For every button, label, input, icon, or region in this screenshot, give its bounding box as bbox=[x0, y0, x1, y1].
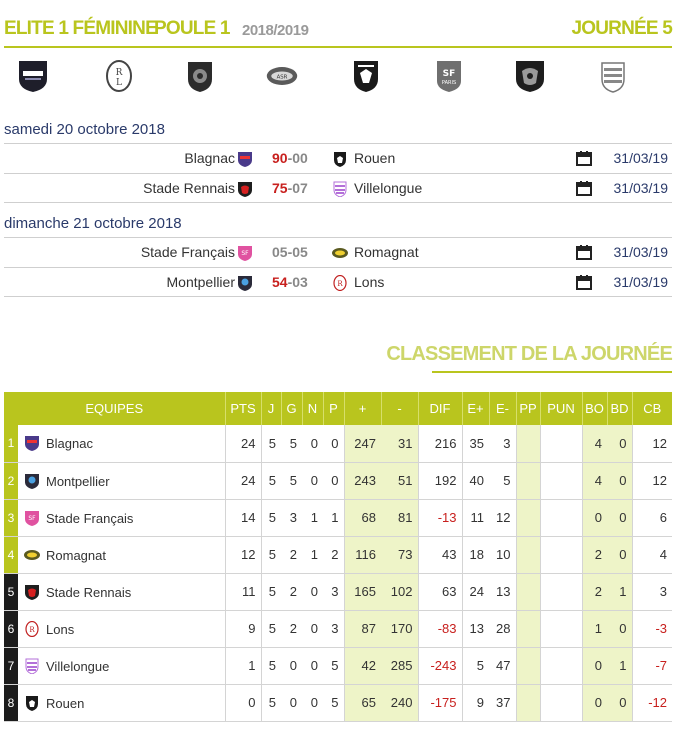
lons-icon bbox=[24, 621, 40, 637]
stade-francais-icon bbox=[24, 510, 40, 526]
rank-cell: 7 bbox=[4, 647, 18, 684]
cell-cb: 6 bbox=[632, 499, 672, 536]
cell-g: 5 bbox=[281, 425, 302, 462]
cell-g: 3 bbox=[281, 499, 302, 536]
cell-e-minus: 13 bbox=[489, 573, 516, 610]
cell-dif: 216 bbox=[418, 425, 462, 462]
home-team[interactable]: Stade Rennais bbox=[143, 180, 235, 196]
cell-n: 0 bbox=[302, 647, 323, 684]
col-bo[interactable]: BO bbox=[582, 392, 607, 425]
cell-pun bbox=[540, 647, 582, 684]
cell-g: 0 bbox=[281, 647, 302, 684]
col-j[interactable]: J bbox=[261, 392, 281, 425]
cell-plus: 165 bbox=[344, 573, 381, 610]
svg-text:R: R bbox=[115, 68, 123, 78]
calendar-icon bbox=[576, 151, 592, 166]
romagnat-logo[interactable] bbox=[265, 58, 299, 94]
cell-g: 2 bbox=[281, 573, 302, 610]
col-minus[interactable]: - bbox=[381, 392, 418, 425]
cell-bd: 0 bbox=[607, 462, 632, 499]
lons-icon bbox=[332, 275, 348, 291]
col-pun[interactable]: PUN bbox=[540, 392, 582, 425]
cell-minus: 240 bbox=[381, 684, 418, 721]
cell-bo: 0 bbox=[582, 499, 607, 536]
cell-pp bbox=[516, 647, 540, 684]
cell-g: 0 bbox=[281, 684, 302, 721]
rouen-icon bbox=[332, 151, 348, 167]
cell-pp bbox=[516, 499, 540, 536]
team-cell[interactable] bbox=[18, 573, 225, 610]
cell-cb: 4 bbox=[632, 536, 672, 573]
cell-pts: 14 bbox=[225, 499, 261, 536]
cell-pun bbox=[540, 610, 582, 647]
col-pts[interactable]: PTS bbox=[225, 392, 261, 425]
cell-minus: 102 bbox=[381, 573, 418, 610]
cell-n: 0 bbox=[302, 610, 323, 647]
calendar-icon bbox=[576, 275, 592, 290]
table-row[interactable] bbox=[4, 573, 672, 610]
cell-plus: 65 bbox=[344, 684, 381, 721]
col-n[interactable]: N bbox=[302, 392, 323, 425]
rank-cell: 3 bbox=[4, 499, 18, 536]
cell-pts: 1 bbox=[225, 647, 261, 684]
cell-e-minus: 5 bbox=[489, 462, 516, 499]
cell-n: 0 bbox=[302, 462, 323, 499]
team-name: Villelongue bbox=[46, 658, 110, 674]
pool-title: POULE 1 bbox=[154, 18, 230, 39]
svg-text:ASR: ASR bbox=[276, 74, 288, 81]
cell-p: 0 bbox=[323, 425, 344, 462]
cell-p: 2 bbox=[323, 536, 344, 573]
cell-p: 3 bbox=[323, 573, 344, 610]
romagnat-icon bbox=[24, 547, 40, 563]
rouen-logo[interactable] bbox=[349, 58, 383, 94]
cell-bo: 1 bbox=[582, 610, 607, 647]
cell-pun bbox=[540, 536, 582, 573]
cell-plus: 247 bbox=[344, 425, 381, 462]
team-name: Lons bbox=[46, 621, 75, 637]
cell-minus: 31 bbox=[381, 425, 418, 462]
team-cell[interactable] bbox=[18, 425, 225, 462]
svg-text:SF: SF bbox=[241, 250, 249, 257]
ranking-title: CLASSEMENT DE LA JOURNÉE bbox=[386, 343, 672, 365]
cell-pp bbox=[516, 610, 540, 647]
rank-cell: 5 bbox=[4, 573, 18, 610]
cell-pts: 11 bbox=[225, 573, 261, 610]
ranking-header-row bbox=[4, 392, 672, 425]
cell-cb: 12 bbox=[632, 425, 672, 462]
col-e-plus[interactable]: E+ bbox=[462, 392, 489, 425]
ranking-title-underline bbox=[432, 371, 672, 373]
team-name: Stade Français bbox=[46, 510, 134, 526]
cell-pts: 9 bbox=[225, 610, 261, 647]
away-team[interactable]: Rouen bbox=[354, 150, 396, 166]
away-team[interactable]: Villelongue bbox=[354, 180, 423, 196]
cell-cb: 3 bbox=[632, 573, 672, 610]
team-cell[interactable] bbox=[18, 684, 225, 721]
cell-cb: -12 bbox=[632, 684, 672, 721]
villelongue-icon bbox=[24, 658, 40, 674]
cell-minus: 285 bbox=[381, 647, 418, 684]
rank-cell: 6 bbox=[4, 610, 18, 647]
cell-g: 5 bbox=[281, 462, 302, 499]
cell-dif: -13 bbox=[418, 499, 462, 536]
match-row bbox=[4, 173, 672, 203]
cell-cb: 12 bbox=[632, 462, 672, 499]
col-g[interactable]: G bbox=[281, 392, 302, 425]
romagnat-icon bbox=[332, 245, 348, 261]
day-label-2: dimanche 21 octobre 2018 bbox=[4, 215, 182, 232]
cell-g: 2 bbox=[281, 610, 302, 647]
villelongue-icon bbox=[332, 181, 348, 197]
cell-bo: 0 bbox=[582, 684, 607, 721]
cell-pun bbox=[540, 425, 582, 462]
cell-pp bbox=[516, 684, 540, 721]
cell-bo: 4 bbox=[582, 425, 607, 462]
cell-n: 1 bbox=[302, 499, 323, 536]
svg-text:PARIS: PARIS bbox=[441, 80, 457, 86]
match-date: 31/03/19 bbox=[613, 244, 668, 260]
cell-e-minus: 47 bbox=[489, 647, 516, 684]
team-name: Stade Rennais bbox=[46, 584, 132, 600]
cell-p: 5 bbox=[323, 684, 344, 721]
cell-dif: -243 bbox=[418, 647, 462, 684]
cell-dif: -83 bbox=[418, 610, 462, 647]
cell-pts: 12 bbox=[225, 536, 261, 573]
cell-minus: 81 bbox=[381, 499, 418, 536]
cell-bo: 0 bbox=[582, 647, 607, 684]
day-label-1: samedi 20 octobre 2018 bbox=[4, 121, 165, 138]
cell-plus: 116 bbox=[344, 536, 381, 573]
table-row[interactable] bbox=[4, 536, 672, 573]
match-date: 31/03/19 bbox=[613, 274, 668, 290]
cell-n: 0 bbox=[302, 573, 323, 610]
cell-bd: 0 bbox=[607, 610, 632, 647]
rank-cell: 8 bbox=[4, 684, 18, 721]
match-score[interactable]: 05-05 bbox=[272, 244, 308, 260]
table-row[interactable] bbox=[4, 647, 672, 684]
cell-bd: 0 bbox=[607, 684, 632, 721]
blagnac-icon bbox=[24, 435, 40, 451]
cell-j: 5 bbox=[261, 499, 281, 536]
cell-pun bbox=[540, 684, 582, 721]
cell-j: 5 bbox=[261, 462, 281, 499]
cell-e-plus: 11 bbox=[462, 499, 489, 536]
table-row[interactable] bbox=[4, 610, 672, 647]
team-cell[interactable] bbox=[18, 536, 225, 573]
stade-rennais-icon bbox=[237, 181, 253, 197]
team-cell[interactable] bbox=[18, 499, 225, 536]
cell-g: 2 bbox=[281, 536, 302, 573]
col-pp[interactable]: PP bbox=[516, 392, 540, 425]
cell-j: 5 bbox=[261, 425, 281, 462]
cell-e-plus: 13 bbox=[462, 610, 489, 647]
team-name: Romagnat bbox=[46, 547, 106, 563]
svg-text:R: R bbox=[337, 280, 343, 288]
blagnac-icon bbox=[237, 151, 253, 167]
cell-e-plus: 18 bbox=[462, 536, 489, 573]
cell-bd: 1 bbox=[607, 647, 632, 684]
cell-e-plus: 40 bbox=[462, 462, 489, 499]
stade-francais-logo[interactable] bbox=[432, 58, 466, 94]
cell-j: 5 bbox=[261, 647, 281, 684]
team-name: Rouen bbox=[46, 695, 85, 711]
match-score[interactable]: 90-00 bbox=[272, 150, 308, 166]
cell-bo: 4 bbox=[582, 462, 607, 499]
cell-e-minus: 12 bbox=[489, 499, 516, 536]
cell-pun bbox=[540, 573, 582, 610]
cell-pun bbox=[540, 499, 582, 536]
rank-cell: 4 bbox=[4, 536, 18, 573]
montpellier-icon bbox=[24, 473, 40, 489]
cell-plus: 243 bbox=[344, 462, 381, 499]
cell-e-minus: 37 bbox=[489, 684, 516, 721]
cell-plus: 42 bbox=[344, 647, 381, 684]
table-row[interactable] bbox=[4, 462, 672, 499]
blagnac-logo[interactable] bbox=[16, 58, 50, 94]
cell-p: 0 bbox=[323, 462, 344, 499]
col-equipes[interactable]: EQUIPES bbox=[4, 392, 225, 425]
cell-dif: 192 bbox=[418, 462, 462, 499]
page-header bbox=[4, 14, 672, 48]
cell-p: 1 bbox=[323, 499, 344, 536]
stade-francais-icon bbox=[237, 245, 253, 261]
cell-plus: 87 bbox=[344, 610, 381, 647]
cell-j: 5 bbox=[261, 610, 281, 647]
villelongue-logo[interactable] bbox=[596, 58, 630, 94]
col-p[interactable]: P bbox=[323, 392, 344, 425]
cell-bd: 0 bbox=[607, 499, 632, 536]
match-row bbox=[4, 143, 672, 173]
cell-dif: 43 bbox=[418, 536, 462, 573]
cell-e-minus: 28 bbox=[489, 610, 516, 647]
calendar-icon bbox=[576, 245, 592, 260]
cell-pun bbox=[540, 462, 582, 499]
cell-n: 1 bbox=[302, 536, 323, 573]
match-score[interactable]: 75-07 bbox=[272, 180, 308, 196]
cell-pp bbox=[516, 536, 540, 573]
col-e-minus[interactable]: E- bbox=[489, 392, 516, 425]
cell-n: 0 bbox=[302, 684, 323, 721]
table-row[interactable] bbox=[4, 684, 672, 721]
cell-p: 3 bbox=[323, 610, 344, 647]
cell-n: 0 bbox=[302, 425, 323, 462]
stade-rennais-logo[interactable] bbox=[513, 58, 547, 94]
cell-minus: 73 bbox=[381, 536, 418, 573]
season-label: 2018/2019 bbox=[242, 22, 309, 39]
svg-text:L: L bbox=[116, 78, 122, 88]
cell-j: 5 bbox=[261, 684, 281, 721]
cell-bd: 0 bbox=[607, 536, 632, 573]
svg-text:SF: SF bbox=[442, 69, 456, 79]
cell-p: 5 bbox=[323, 647, 344, 684]
cell-cb: -7 bbox=[632, 647, 672, 684]
cell-e-plus: 35 bbox=[462, 425, 489, 462]
rouen-icon bbox=[24, 695, 40, 711]
cell-j: 5 bbox=[261, 536, 281, 573]
cell-minus: 51 bbox=[381, 462, 418, 499]
match-row bbox=[4, 237, 672, 267]
club-logos-row bbox=[0, 58, 677, 100]
lons-logo[interactable] bbox=[102, 58, 136, 94]
cell-dif: 63 bbox=[418, 573, 462, 610]
competition-title: ELITE 1 FÉMININE bbox=[4, 18, 157, 39]
montpellier-logo[interactable] bbox=[183, 58, 217, 94]
montpellier-icon bbox=[237, 275, 253, 291]
cell-dif: -175 bbox=[418, 684, 462, 721]
cell-bd: 1 bbox=[607, 573, 632, 610]
home-team[interactable]: Stade Français bbox=[140, 244, 235, 260]
team-name: Blagnac bbox=[46, 436, 93, 452]
match-date: 31/03/19 bbox=[613, 180, 668, 196]
rank-cell: 1 bbox=[4, 425, 18, 462]
away-team[interactable]: Romagnat bbox=[354, 244, 419, 260]
match-row bbox=[4, 267, 672, 297]
away-team[interactable]: Lons bbox=[354, 274, 385, 290]
cell-minus: 170 bbox=[381, 610, 418, 647]
cell-e-plus: 9 bbox=[462, 684, 489, 721]
cell-pp bbox=[516, 462, 540, 499]
team-cell[interactable] bbox=[18, 462, 225, 499]
col-plus[interactable]: + bbox=[344, 392, 381, 425]
cell-pts: 0 bbox=[225, 684, 261, 721]
ranking-table bbox=[4, 392, 672, 722]
match-score[interactable]: 54-03 bbox=[272, 274, 308, 290]
match-date: 31/03/19 bbox=[613, 150, 668, 166]
cell-pp bbox=[516, 573, 540, 610]
cell-plus: 68 bbox=[344, 499, 381, 536]
cell-bo: 2 bbox=[582, 573, 607, 610]
table-row[interactable] bbox=[4, 499, 672, 536]
table-row[interactable] bbox=[4, 425, 672, 462]
cell-pp bbox=[516, 425, 540, 462]
rank-cell: 2 bbox=[4, 462, 18, 499]
cell-bd: 0 bbox=[607, 425, 632, 462]
svg-text:SF: SF bbox=[28, 514, 36, 522]
cell-e-plus: 24 bbox=[462, 573, 489, 610]
col-dif[interactable]: DIF bbox=[418, 392, 462, 425]
col-bd[interactable]: BD bbox=[607, 392, 632, 425]
matchday-label: JOURNÉE 5 bbox=[571, 18, 672, 39]
cell-bo: 2 bbox=[582, 536, 607, 573]
stade-rennais-icon bbox=[24, 584, 40, 600]
team-cell[interactable] bbox=[18, 647, 225, 684]
cell-cb: -3 bbox=[632, 610, 672, 647]
cell-e-minus: 3 bbox=[489, 425, 516, 462]
cell-pts: 24 bbox=[225, 425, 261, 462]
cell-pts: 24 bbox=[225, 462, 261, 499]
cell-j: 5 bbox=[261, 573, 281, 610]
cell-e-minus: 10 bbox=[489, 536, 516, 573]
calendar-icon bbox=[576, 181, 592, 196]
home-team[interactable]: Blagnac bbox=[184, 150, 235, 166]
team-cell[interactable] bbox=[18, 610, 225, 647]
col-cb[interactable]: CB bbox=[632, 392, 672, 425]
cell-e-plus: 5 bbox=[462, 647, 489, 684]
svg-text:R: R bbox=[29, 625, 35, 634]
team-name: Montpellier bbox=[46, 473, 110, 489]
home-team[interactable]: Montpellier bbox=[166, 274, 235, 290]
